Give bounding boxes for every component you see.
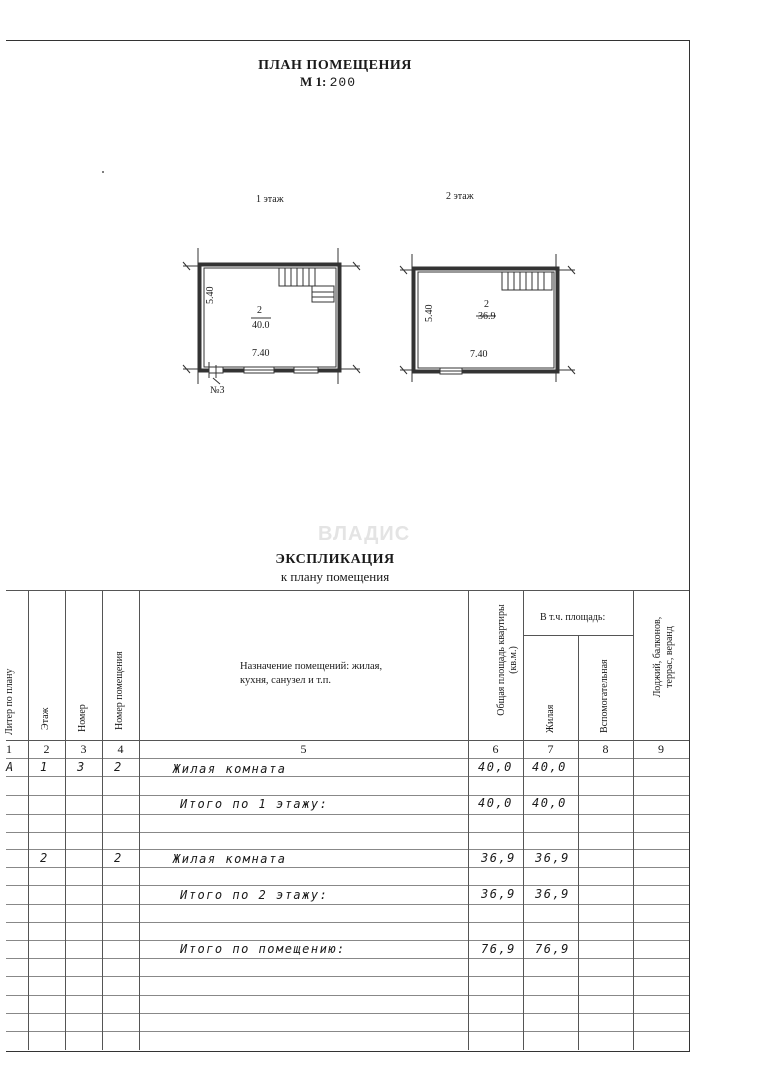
floor2-height: 5.40 xyxy=(424,304,435,322)
col-num-7: 7 xyxy=(547,742,554,756)
floor2-width: 7.40 xyxy=(470,349,488,360)
plan-title: ПЛАН ПОМЕЩЕНИЯ xyxy=(258,58,412,73)
col-num-8: 8 xyxy=(602,742,609,756)
grand-total-living: 76,9 xyxy=(535,942,570,956)
row2-floor: 2 xyxy=(40,851,49,865)
header-living: Жилая xyxy=(545,704,556,733)
col-num-3: 3 xyxy=(80,742,87,756)
subtotal-floor1-total: 40,0 xyxy=(478,796,513,810)
header-number: Номер xyxy=(77,704,88,732)
floor1-note: №3 xyxy=(210,385,225,396)
row1-purpose: Жилая комната xyxy=(173,762,287,776)
col-num-4: 4 xyxy=(117,742,124,756)
header-auxiliary: Вспомогательная xyxy=(599,659,610,733)
explication-title: ЭКСПЛИКАЦИЯ xyxy=(275,552,395,567)
header-total-area: Общая площадь квартиры (кв.м.) xyxy=(496,604,519,716)
grand-total-total: 76,9 xyxy=(481,942,516,956)
subtotal-floor1-living: 40,0 xyxy=(532,796,567,810)
header-room-number: Номер помещения xyxy=(114,651,125,730)
col-num-9: 9 xyxy=(658,742,664,756)
subtotal-floor2-total: 36,9 xyxy=(481,887,516,901)
scale-value: 200 xyxy=(329,75,357,90)
floor2-area: 36.9 xyxy=(478,311,496,322)
header-purpose: Назначение помещений: жилая, кухня, санузел и т.п. xyxy=(240,661,383,686)
watermark: ВЛАДИС xyxy=(318,523,411,545)
subtotal-floor2-living: 36,9 xyxy=(535,887,570,901)
header-floor: Этаж xyxy=(40,707,51,730)
floor-plans xyxy=(0,0,764,420)
col-num-5: 5 xyxy=(300,742,307,756)
explication-subtitle: к плану помещения xyxy=(280,569,390,584)
row1-number: 3 xyxy=(77,760,86,774)
row2-living: 36,9 xyxy=(535,851,570,865)
row2-total: 36,9 xyxy=(481,851,516,865)
header-liter: Литер по плану xyxy=(4,668,15,735)
row1-room: 2 xyxy=(114,760,123,774)
floor2-label: 2 этаж xyxy=(446,191,474,202)
header-loggias: Лоджий, балконов, терpас, веранд xyxy=(652,616,675,698)
row1-living: 40,0 xyxy=(532,760,567,774)
subtotal-floor2-label: Итого по 2 этажу: xyxy=(180,888,329,902)
row2-room: 2 xyxy=(114,851,123,865)
floor1-plan xyxy=(183,248,360,384)
col-num-2: 2 xyxy=(43,742,50,756)
row1-floor: 1 xyxy=(40,760,49,774)
floor1-room-no: 2 xyxy=(257,305,262,316)
floor1-height: 5.40 xyxy=(205,286,216,304)
floor2-room-no: 2 xyxy=(484,299,489,310)
floor1-area: 40.0 xyxy=(252,320,270,331)
subtotal-floor1-label: Итого по 1 этажу: xyxy=(180,797,329,811)
row1-liter: А xyxy=(6,760,15,774)
row1-total: 40,0 xyxy=(478,760,513,774)
col-num-1: 1 xyxy=(6,742,12,756)
col-num-6: 6 xyxy=(492,742,499,756)
header-incl-area: В т.ч. площадь: xyxy=(540,612,606,623)
grand-total-label: Итого по помещению: xyxy=(180,942,346,956)
floor1-width: 7.40 xyxy=(252,348,270,359)
scale-prefix: М 1: xyxy=(300,74,327,89)
floor1-label: 1 этаж xyxy=(256,194,284,205)
row2-purpose: Жилая комната xyxy=(173,852,287,866)
